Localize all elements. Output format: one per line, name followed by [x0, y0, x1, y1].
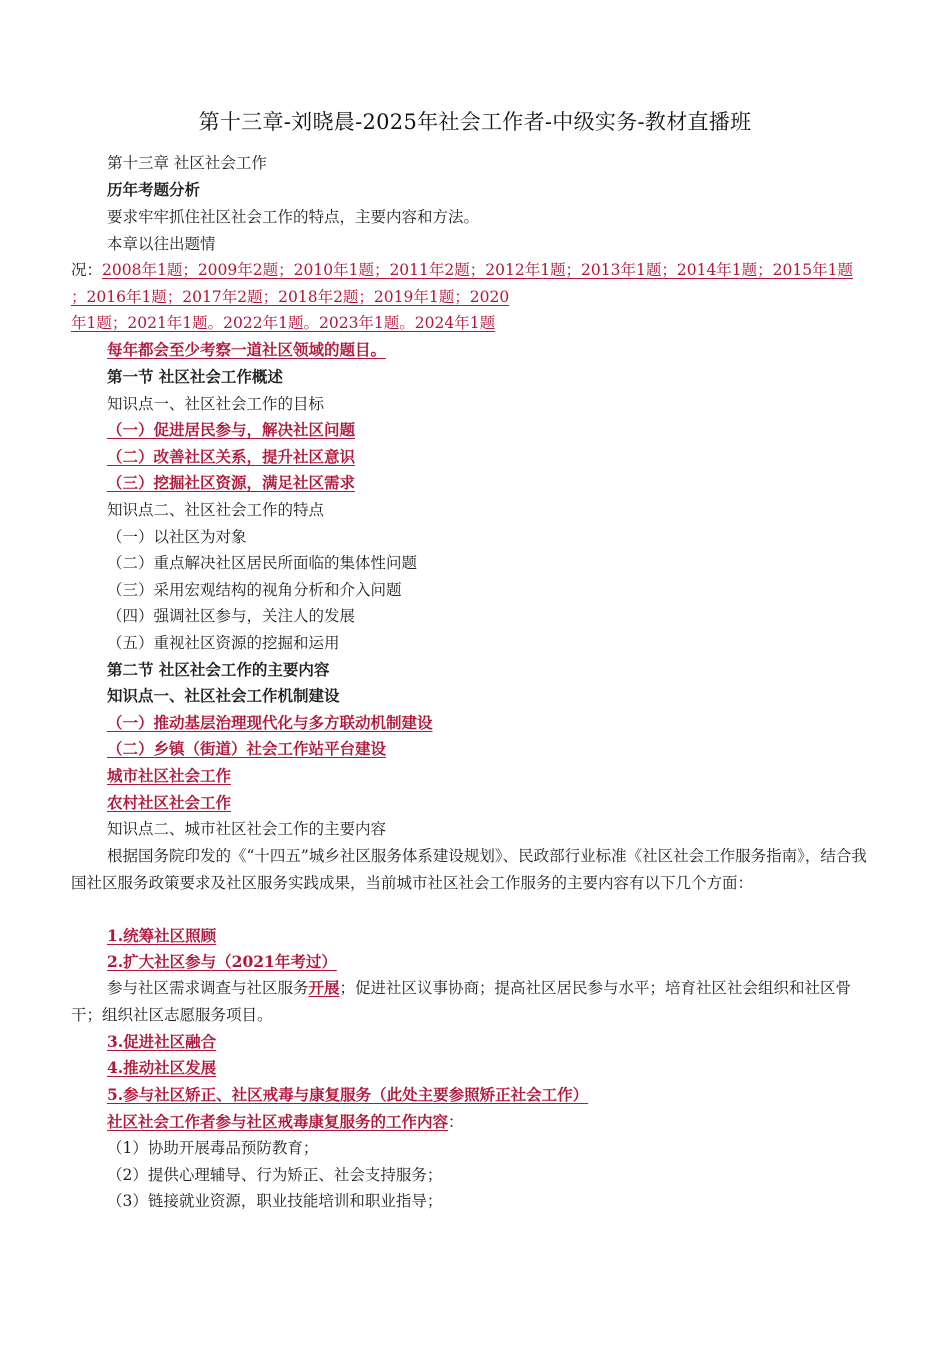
content-2-desc-b: ；促进社区议事协商；提高社区居民参与水平；培育社区社会组织和社区骨干；组织社区志愿服务项目。: [71, 979, 852, 1024]
past-exams-line-2: ；2016年1题；2017年2题；2018年2题；2019年1题；2020: [71, 288, 510, 306]
content-2-desc-underlined: 开展: [308, 978, 340, 997]
goal-2: （二）改善社区关系，提升社区意识: [107, 447, 356, 466]
past-exams-prefix: 况：: [71, 261, 103, 279]
knowledge-point-4: 知识点二、城市社区社会工作的主要内容: [107, 820, 387, 838]
feature-5: （五）重视社区资源的挖掘和运用: [107, 634, 340, 652]
requirement-text: 要求牢牢抓住社区社会工作的特点，主要内容和方法。: [107, 208, 480, 226]
chapter-heading: 第十三章 社区社会工作: [107, 154, 267, 172]
mechanism-2: （二）乡镇（街道）社会工作站平台建设: [107, 739, 387, 758]
past-exams-intro: 本章以往出题情: [107, 235, 216, 253]
content-3: 3.促进社区融合: [107, 1032, 217, 1051]
section-2-heading: 第二节 社区社会工作的主要内容: [107, 660, 330, 679]
feature-1: （一）以社区为对象: [107, 528, 247, 546]
every-year-note: 每年都会至少考察一道社区领域的题目。: [107, 340, 387, 359]
drug-rehab-heading: 社区社会工作者参与社区戒毒康复服务的工作内容: [107, 1112, 449, 1131]
content-1: 1.统筹社区照顾: [107, 926, 217, 945]
drug-rehab-colon: ：: [448, 1113, 464, 1131]
past-exams-line-3: 年1题；2021年1题。2022年1题。2023年1题。2024年1题: [71, 314, 496, 332]
knowledge-point-2: 知识点二、社区社会工作的特点: [107, 501, 325, 519]
drug-item-2: （2）提供心理辅导、行为矫正、社会支持服务；: [107, 1166, 443, 1184]
rural-social-work: 农村社区社会工作: [107, 793, 232, 812]
document-title: 第十三章-刘晓晨-2025年社会工作者-中级实务-教材直播班: [198, 110, 752, 134]
goal-1: （一）促进居民参与，解决社区问题: [107, 420, 356, 439]
past-exams-list-1: 2008年1题；2009年2题；2010年1题；2011年2题；2012年1题；2013年1题；2014年1题；2015年1题: [102, 261, 853, 279]
drug-rehab-heading-line: [107, 1112, 464, 1132]
history-heading: 历年考题分析: [107, 180, 201, 199]
content-2: 2.扩大社区参与（2021年考过）: [107, 952, 337, 971]
goal-3: （三）挖掘社区资源，满足社区需求: [107, 473, 356, 492]
content-2-desc-a: 参与社区需求调查与社区服务: [107, 979, 309, 997]
content-2-description: [71, 975, 871, 1028]
mechanism-1: （一）推动基层治理现代化与多方联动机制建设: [107, 713, 433, 732]
basis-paragraph: 根据国务院印发的《“十四五”城乡社区服务体系建设规划》、民政部行业标准《社区社会工作服务指南》，结合我国社区服务政策要求及社区服务实践成果，当前城市社区社会工作服务的主要内容有以下几个方面：: [71, 847, 867, 892]
drug-item-3: （3）链接就业资源，职业技能培训和职业指导；: [107, 1192, 443, 1210]
content-4: 4.推动社区发展: [107, 1058, 217, 1077]
knowledge-point-3: 知识点一、社区社会工作机制建设: [107, 686, 340, 705]
city-social-work: 城市社区社会工作: [107, 766, 232, 785]
feature-4: （四）强调社区参与，关注人的发展: [107, 607, 356, 625]
feature-2: （二）重点解决社区居民所面临的集体性问题: [107, 554, 418, 572]
section-1-heading: 第一节 社区社会工作概述: [107, 367, 283, 386]
feature-3: （三）采用宏观结构的视角分析和介入问题: [107, 581, 402, 599]
knowledge-point-1: 知识点一、社区社会工作的目标: [107, 395, 325, 413]
drug-item-1: （1）协助开展毒品预防教育；: [107, 1139, 319, 1157]
past-exams-line-1: [71, 260, 853, 280]
content-5: 5.参与社区矫正、社区戒毒与康复服务（此处主要参照矫正社会工作）: [107, 1085, 589, 1104]
